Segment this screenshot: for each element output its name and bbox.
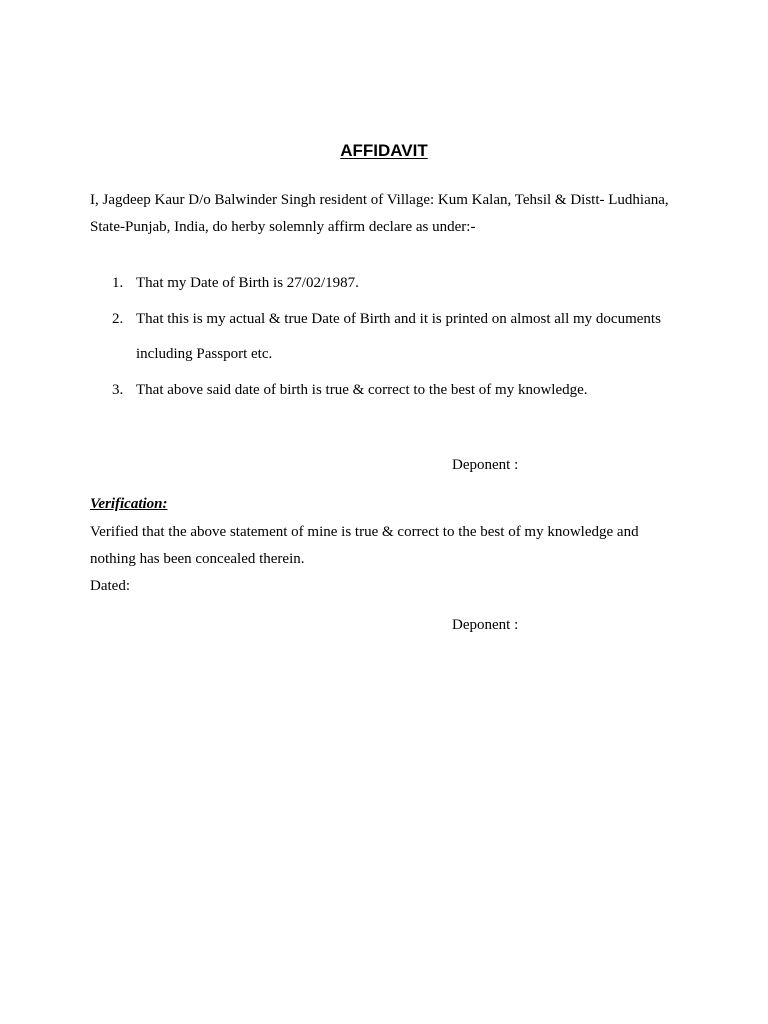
document-title: AFFIDAVIT (340, 141, 428, 160)
verification-heading: Verification: (90, 496, 168, 512)
list-item (112, 382, 588, 399)
intro-line: I, Jagdeep Kaur D/o Balwinder Singh resident of Village: Kum Kalan, Tehsil & Distt- Ludhiana, (90, 192, 669, 208)
list-item-number: 3. (112, 382, 124, 398)
list-item-text: That this is my actual & true Date of Birth and it is printed on almost all my documents (136, 311, 661, 327)
verification-paragraph (90, 519, 690, 600)
deponent-label: Deponent : (452, 457, 519, 473)
list-item-number: 2. (112, 311, 124, 327)
verification-line: Verified that the above statement of mine is true & correct to the best of my knowledge and (90, 524, 639, 540)
intro-line: State-Punjab, India, do herby solemnly affirm declare as under:- (90, 219, 476, 235)
list-item-number: 1. (112, 275, 124, 291)
list-item-text: That my Date of Birth is 27/02/1987. (136, 275, 359, 291)
list-item-text: That above said date of birth is true & correct to the best of my knowledge. (136, 382, 588, 398)
list-item (112, 275, 359, 292)
verification-line: nothing has been concealed therein. (90, 551, 305, 567)
deponent-label: Deponent : (452, 617, 519, 633)
dated-label: Dated: (90, 578, 130, 594)
intro-paragraph (90, 187, 690, 241)
list-item-continuation: including Passport etc. (136, 346, 273, 362)
list-item (112, 311, 661, 328)
